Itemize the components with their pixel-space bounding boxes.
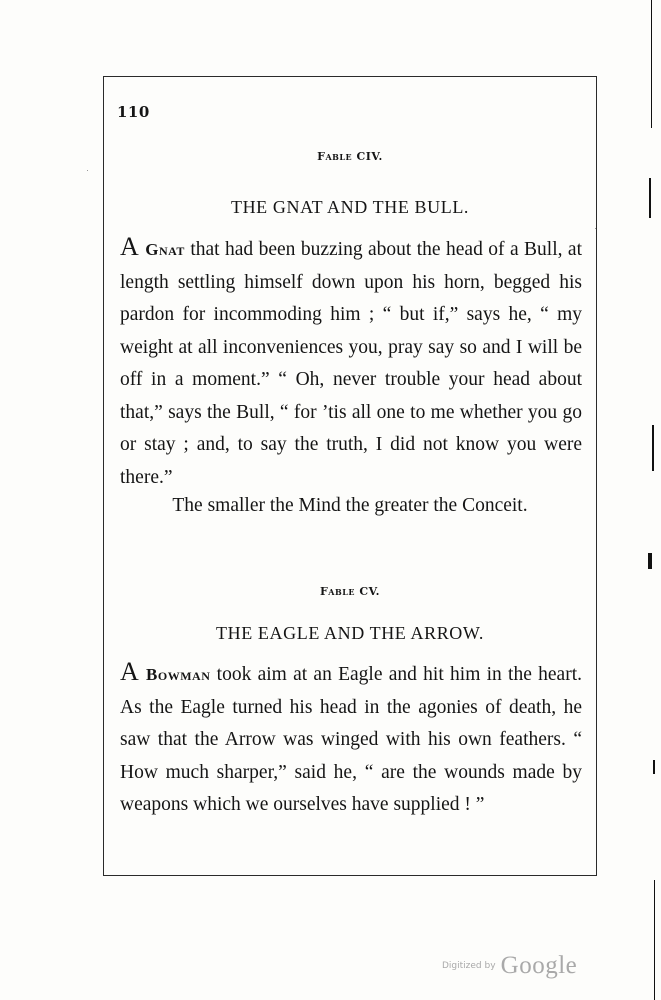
lead-word: Gnat (145, 240, 185, 259)
watermark-brand: Google (500, 952, 578, 979)
fable-title: THE EAGLE AND THE ARROW. (216, 623, 484, 643)
watermark-prefix: Digitized by (442, 961, 496, 971)
fable-body (120, 231, 582, 494)
page-number: 110 (117, 103, 150, 121)
fable-title: THE GNAT AND THE BULL. (230, 197, 470, 217)
drop-cap: A (120, 232, 140, 261)
scan-edge-mark (649, 178, 651, 218)
scan-edge-line (651, 0, 652, 128)
fable-body (120, 656, 582, 822)
watermark (442, 952, 577, 980)
fable-text: took aim at an Eagle and hit him in the heart. As the Eagle turned his head in the agonies of death, he saw that the Arrow was winged with his own feathers. “ How much sharper,” said he, “ are the wounds made by weapons which we ourselves have supplied ! ” (120, 664, 582, 815)
fable-number-label: Fable CV. (319, 585, 381, 598)
scan-edge-mark (648, 553, 652, 569)
scan-edge-line (654, 880, 655, 1000)
scan-speck (87, 170, 88, 171)
scan-speck (595, 228, 596, 229)
fable-moral: The smaller the Mind the greater the Conceit. (172, 495, 528, 516)
lead-word: Bowman (146, 665, 211, 684)
scan-edge-mark (652, 425, 654, 471)
scan-edge-mark (653, 760, 655, 774)
drop-cap: A (120, 657, 140, 686)
fable-number-label: Fable CIV. (317, 150, 383, 163)
fable-text: that had been buzzing about the head of a Bull, at length settling himself down upon his horn, begged his pardon for incommoding him ; “ but if,” says he, “ my weight at all inconveniences you, pray say so and I will be off in a moment.” “ Oh, never trouble your head about that,” says the Bull, “ for ’tis all one to me whether you go or stay ; and, to say the truth, I did not know you were there.” (120, 239, 583, 488)
